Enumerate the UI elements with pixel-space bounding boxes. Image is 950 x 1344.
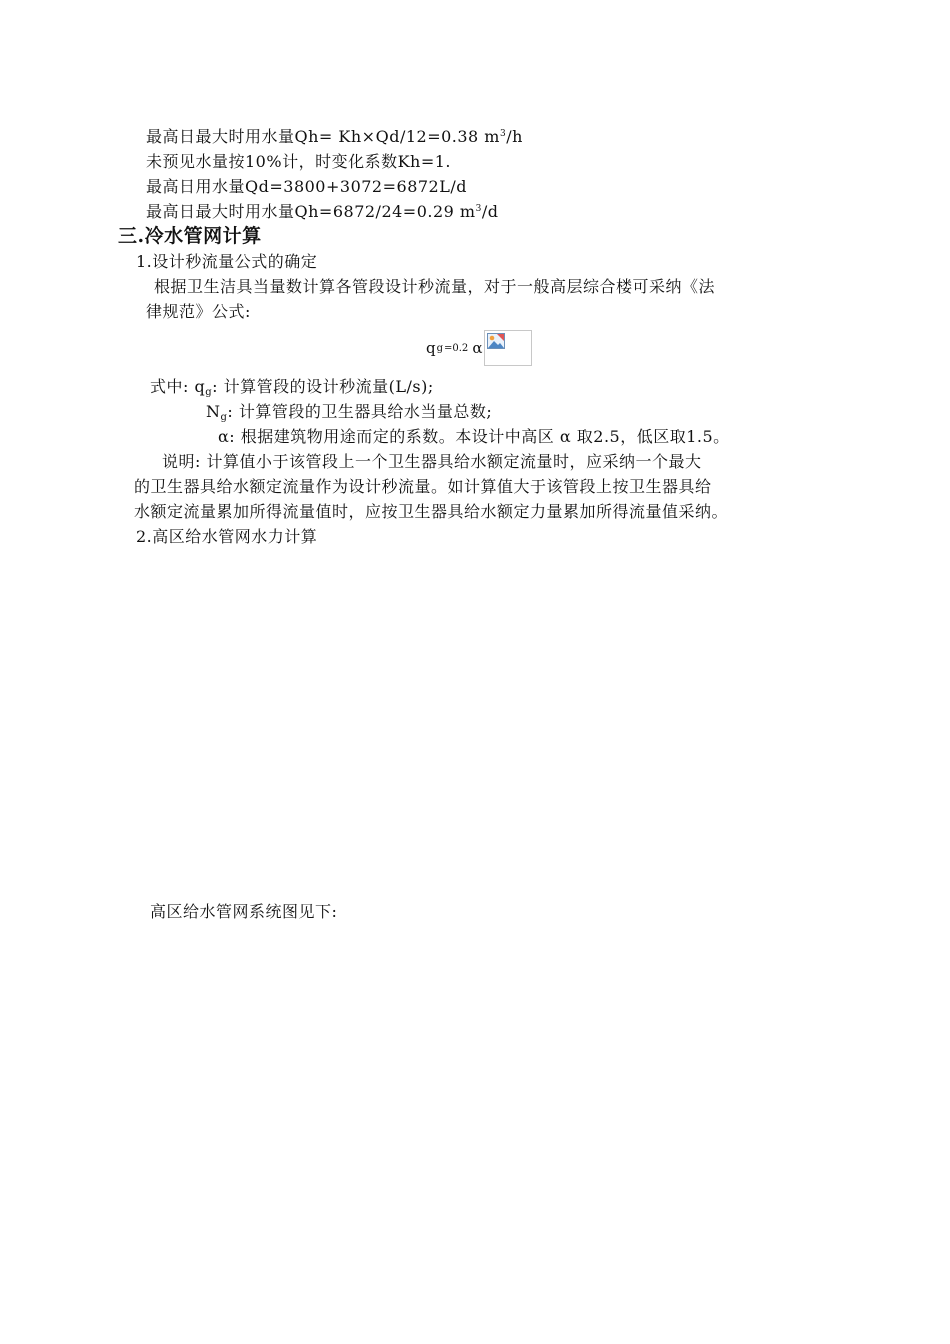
paragraph-1-line-a: 根据卫生洁具当量数计算各管段设计秒流量，对于一般高层综合楼可采纳《法	[154, 277, 716, 296]
subsection-1-heading: 1.设计秒流量公式的确定	[136, 252, 318, 271]
broken-image-glyph	[487, 333, 505, 349]
section-3-heading: 三.冷水管网计算	[118, 225, 262, 247]
line-max-daily-water: 最高日用水量Qd=3800+3072=6872L/d	[146, 177, 467, 196]
line-max-hourly-water-1: 最高日最大时用水量Qh= Kh×Qd/12=0.38 $m^3/h$	[146, 127, 523, 146]
line-unforeseen-water: 未预见水量按10%计，时变化系数Kh=1.	[146, 152, 451, 171]
definition-alpha: α: 根据建筑物用途而定的系数。本设计中高区 α 取2.5，低区取1.5。	[218, 427, 730, 446]
note-line-a: 说明: 计算值小于该管段上一个卫生器具给水额定流量时，应采纳一个最大	[162, 452, 702, 471]
broken-image-icon	[484, 330, 532, 366]
line-max-hourly-water-2: 最高日最大时用水量Qh=6872/24=0.29 $m^3/d$	[146, 202, 499, 221]
definition-ng: $N_g$: 计算管段的卫生器具给水当量总数;	[206, 402, 493, 423]
subsection-2-heading: 2.高区给水管网水力计算	[136, 527, 318, 546]
flow-formula: q g =0.2 α	[426, 330, 532, 366]
definition-qg: 式中: $q_g$: 计算管段的设计秒流量(L/s);	[150, 377, 434, 398]
system-diagram-note: 高区给水管网系统图见下:	[150, 902, 338, 921]
paragraph-1-line-b: 律规范》公式:	[146, 302, 251, 321]
note-line-b: 的卫生器具给水额定流量作为设计秒流量。如计算值大于该管段上按卫生器具给	[134, 477, 712, 496]
note-line-c: 水额定流量累加所得流量值时，应按卫生器具给水额定力量累加所得流量值采纳。	[134, 502, 729, 521]
